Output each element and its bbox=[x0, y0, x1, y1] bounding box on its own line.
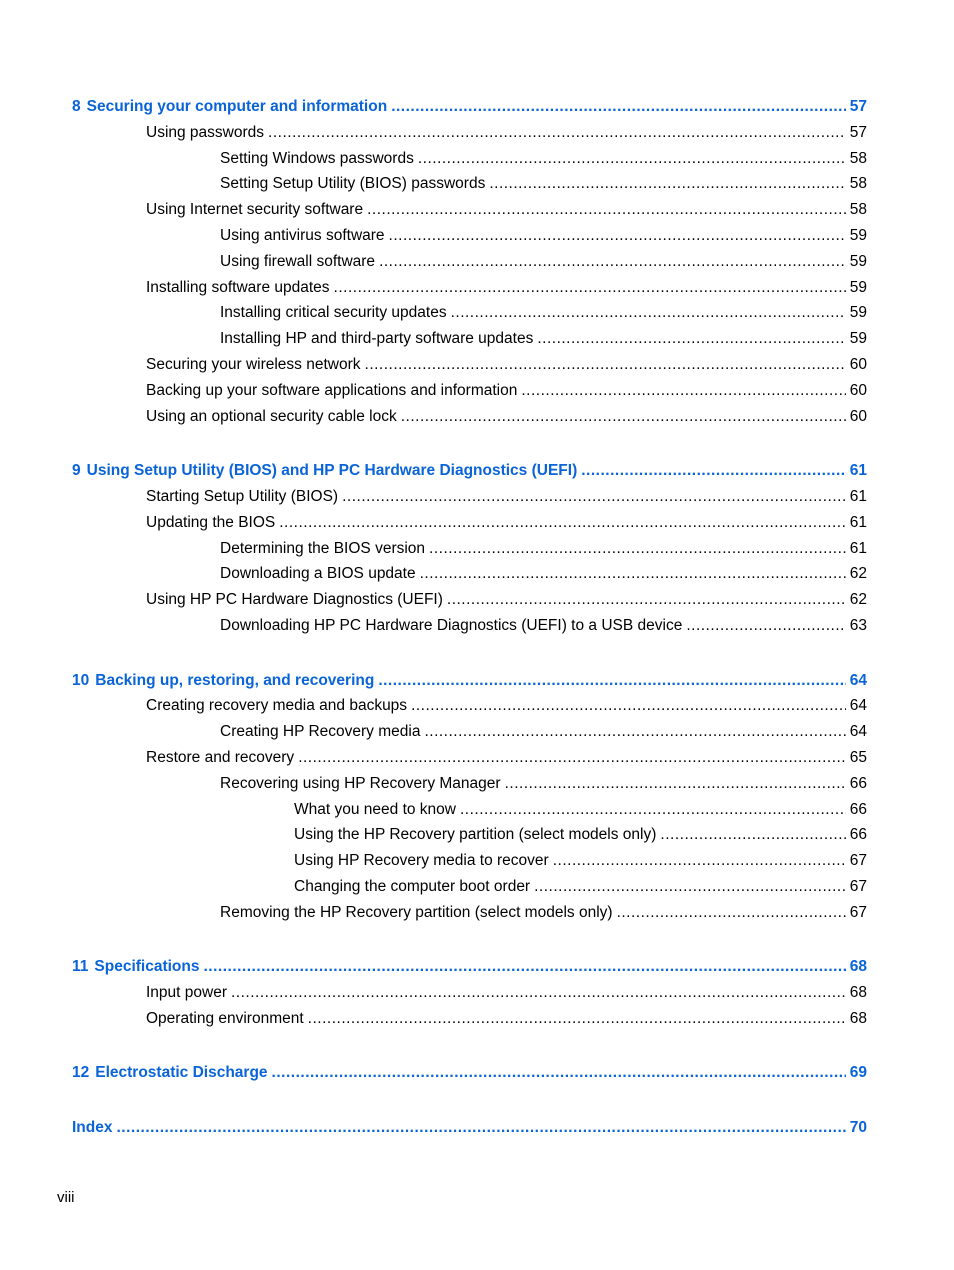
toc-title bbox=[294, 822, 656, 848]
toc-title bbox=[146, 484, 338, 510]
toc-title bbox=[146, 510, 275, 536]
dot-leader bbox=[581, 458, 846, 484]
dot-leader bbox=[411, 693, 846, 719]
toc-entry-link[interactable] bbox=[72, 197, 867, 223]
dot-leader bbox=[342, 484, 846, 510]
toc-entry-link[interactable] bbox=[72, 822, 867, 848]
entry-title: Input power bbox=[146, 984, 227, 1002]
dot-leader bbox=[660, 822, 845, 848]
toc-title bbox=[146, 1006, 304, 1032]
dot-leader bbox=[686, 613, 845, 639]
entry-title: Using Internet security software bbox=[146, 201, 364, 219]
toc-title bbox=[146, 980, 227, 1006]
page-ref: 68 bbox=[849, 958, 867, 976]
entry-title: Removing the HP Recovery partition (select models only) bbox=[220, 903, 613, 921]
entry-title: Using HP PC Hardware Diagnostics (UEFI) bbox=[146, 591, 443, 609]
entry-title: Updating the BIOS bbox=[146, 513, 276, 531]
toc-title bbox=[220, 561, 416, 587]
chapter-number: 11 bbox=[72, 958, 89, 976]
toc-chapter-link[interactable] bbox=[72, 458, 867, 484]
page-ref: 63 bbox=[849, 616, 867, 634]
toc-chapter-link[interactable] bbox=[72, 668, 867, 694]
toc-title bbox=[220, 249, 375, 275]
entry-title: Creating recovery media and backups bbox=[146, 697, 408, 715]
toc-entry-link[interactable] bbox=[72, 980, 867, 1006]
toc-entry-link[interactable] bbox=[72, 326, 867, 352]
toc-title bbox=[146, 404, 397, 430]
dot-leader bbox=[334, 275, 846, 301]
entry-title: Using HP Recovery media to recover bbox=[294, 852, 549, 870]
toc-entry-link[interactable] bbox=[72, 510, 867, 536]
dot-leader bbox=[534, 874, 846, 900]
toc-entry-link[interactable] bbox=[72, 561, 867, 587]
dot-leader bbox=[379, 249, 846, 275]
page-ref: 62 bbox=[849, 591, 867, 609]
entry-title: What you need to know bbox=[294, 800, 456, 818]
dot-leader bbox=[389, 223, 846, 249]
entry-title: Downloading HP PC Hardware Diagnostics (UEFI) to a USB device bbox=[220, 616, 683, 634]
page-ref: 61 bbox=[849, 513, 867, 531]
toc-title bbox=[72, 94, 387, 120]
page-ref: 68 bbox=[849, 1009, 867, 1027]
entry-title: Restore and recovery bbox=[146, 748, 295, 766]
page-ref: 61 bbox=[849, 462, 867, 480]
dot-leader bbox=[365, 352, 846, 378]
section-gap bbox=[72, 639, 867, 668]
page-ref: 57 bbox=[849, 123, 867, 141]
chapter-number: 10 bbox=[72, 671, 90, 689]
table-of-contents bbox=[72, 94, 867, 1141]
entry-title: Installing software updates bbox=[146, 278, 330, 296]
section-gap bbox=[72, 429, 867, 458]
toc-title bbox=[72, 1115, 112, 1141]
section-gap bbox=[72, 926, 867, 955]
entry-title: Determining the BIOS version bbox=[220, 539, 426, 557]
chapter-title: Using Setup Utility (BIOS) and HP PC Hardware Diagnostics (UEFI) bbox=[86, 462, 578, 480]
page-ref: 64 bbox=[849, 671, 867, 689]
toc-title bbox=[146, 197, 363, 223]
page-ref: 70 bbox=[849, 1119, 867, 1137]
chapter-number: 12 bbox=[72, 1064, 90, 1082]
entry-title: Installing HP and third-party software updates bbox=[220, 330, 534, 348]
page-ref: 67 bbox=[849, 852, 867, 870]
entry-title: Using the HP Recovery partition (select models only) bbox=[294, 826, 657, 844]
page-ref: 57 bbox=[849, 98, 867, 115]
toc-entry-link[interactable] bbox=[72, 771, 867, 797]
page-ref: 66 bbox=[849, 800, 867, 818]
toc-entry-link[interactable] bbox=[72, 171, 867, 197]
toc-title bbox=[72, 668, 374, 694]
page-ref: 59 bbox=[849, 226, 867, 244]
toc-entry-link[interactable] bbox=[72, 249, 867, 275]
toc-title bbox=[220, 900, 613, 926]
toc-entry-link[interactable] bbox=[72, 275, 867, 301]
toc-title bbox=[146, 587, 443, 613]
toc-chapter-link[interactable] bbox=[72, 1060, 867, 1086]
entry-title: Backing up your software applications and information bbox=[146, 381, 518, 399]
toc-title bbox=[294, 848, 549, 874]
toc-entry-link[interactable] bbox=[72, 719, 867, 745]
toc-entry-link[interactable] bbox=[72, 223, 867, 249]
page-number: viii bbox=[57, 1189, 75, 1206]
page-ref: 59 bbox=[849, 278, 867, 296]
toc-entry-link[interactable] bbox=[72, 378, 867, 404]
dot-leader bbox=[401, 404, 846, 430]
toc-entry-link[interactable] bbox=[72, 146, 867, 172]
page-ref: 59 bbox=[849, 304, 867, 322]
toc-title bbox=[146, 352, 361, 378]
dot-leader bbox=[272, 1060, 846, 1086]
chapter-number: 9 bbox=[72, 462, 81, 480]
page-ref: 65 bbox=[849, 748, 867, 766]
dot-leader bbox=[460, 797, 846, 823]
dot-leader bbox=[391, 94, 846, 120]
dot-leader bbox=[429, 536, 846, 562]
dot-leader bbox=[279, 510, 846, 536]
entry-title: Installing critical security updates bbox=[220, 304, 447, 322]
entry-title: Creating HP Recovery media bbox=[220, 723, 421, 741]
dot-leader bbox=[553, 848, 846, 874]
page-ref: 58 bbox=[849, 149, 867, 167]
toc-entry-link[interactable] bbox=[72, 352, 867, 378]
toc-entry-link[interactable] bbox=[72, 536, 867, 562]
toc-entry-link[interactable] bbox=[72, 404, 867, 430]
toc-title bbox=[220, 771, 501, 797]
entry-title: Using passwords bbox=[146, 123, 265, 141]
toc-entry-link[interactable] bbox=[72, 484, 867, 510]
page-ref: 66 bbox=[849, 774, 867, 792]
dot-leader bbox=[447, 587, 846, 613]
toc-title bbox=[146, 745, 294, 771]
page-ref: 69 bbox=[849, 1064, 867, 1082]
page-ref: 59 bbox=[849, 252, 867, 270]
page-ref: 58 bbox=[849, 201, 867, 219]
toc-title bbox=[72, 954, 199, 980]
dot-leader bbox=[505, 771, 846, 797]
toc-title bbox=[220, 300, 447, 326]
toc-title bbox=[72, 458, 577, 484]
toc-title bbox=[146, 378, 517, 404]
page-ref: 68 bbox=[849, 984, 867, 1002]
dot-leader bbox=[203, 954, 845, 980]
dot-leader bbox=[489, 171, 845, 197]
chapter-title: Securing your computer and information bbox=[86, 98, 388, 115]
toc-title bbox=[72, 1060, 268, 1086]
toc-entry-link[interactable] bbox=[72, 848, 867, 874]
dot-leader bbox=[424, 719, 845, 745]
toc-title bbox=[220, 536, 425, 562]
dot-leader bbox=[298, 745, 846, 771]
section-gap bbox=[72, 1032, 867, 1061]
toc-title bbox=[220, 171, 485, 197]
entry-title: Securing your wireless network bbox=[146, 355, 361, 373]
toc-entry-link[interactable] bbox=[72, 613, 867, 639]
dot-leader bbox=[378, 668, 845, 694]
page-ref: 62 bbox=[849, 565, 867, 583]
page-ref: 60 bbox=[849, 381, 867, 399]
toc-title bbox=[294, 874, 530, 900]
page-ref: 60 bbox=[849, 355, 867, 373]
toc-title bbox=[146, 275, 330, 301]
dot-leader bbox=[367, 197, 846, 223]
page-ref: 59 bbox=[849, 330, 867, 348]
toc-title bbox=[146, 120, 264, 146]
toc-entry-link[interactable] bbox=[72, 1006, 867, 1032]
toc-chapter-link[interactable] bbox=[72, 954, 867, 980]
toc-chapter-link[interactable] bbox=[72, 94, 867, 120]
toc-title bbox=[220, 146, 414, 172]
page-ref: 60 bbox=[849, 407, 867, 425]
entry-title: Changing the computer boot order bbox=[294, 877, 531, 895]
entry-title: Using antivirus software bbox=[220, 226, 385, 244]
dot-leader bbox=[521, 378, 845, 404]
toc-entry-link[interactable] bbox=[72, 797, 867, 823]
page-ref: 58 bbox=[849, 175, 867, 193]
toc-title bbox=[146, 693, 407, 719]
toc-entry-link[interactable] bbox=[72, 745, 867, 771]
toc-title bbox=[220, 223, 385, 249]
page-ref: 61 bbox=[849, 487, 867, 505]
toc-entry-link[interactable] bbox=[72, 120, 867, 146]
toc-entry-link[interactable] bbox=[72, 587, 867, 613]
page-ref: 67 bbox=[849, 903, 867, 921]
dot-leader bbox=[418, 146, 846, 172]
toc-entry-link[interactable] bbox=[72, 874, 867, 900]
entry-title: Using an optional security cable lock bbox=[146, 407, 397, 425]
entry-title: Recovering using HP Recovery Manager bbox=[220, 774, 501, 792]
entry-title: Operating environment bbox=[146, 1009, 304, 1027]
page-ref: 66 bbox=[849, 826, 867, 844]
entry-title: Setting Windows passwords bbox=[220, 149, 414, 167]
section-gap bbox=[72, 1086, 867, 1115]
dot-leader bbox=[451, 300, 846, 326]
page-ref: 64 bbox=[849, 723, 867, 741]
dot-leader bbox=[420, 561, 846, 587]
chapter-title: Electrostatic Discharge bbox=[95, 1064, 268, 1082]
entry-title: Setting Setup Utility (BIOS) passwords bbox=[220, 175, 486, 193]
entry-title: Starting Setup Utility (BIOS) bbox=[146, 487, 339, 505]
chapter-number: 8 bbox=[72, 98, 81, 115]
toc-chapter-link[interactable] bbox=[72, 1115, 867, 1141]
toc-title bbox=[220, 326, 533, 352]
dot-leader bbox=[308, 1006, 846, 1032]
page-ref: 67 bbox=[849, 877, 867, 895]
toc-entry-link[interactable] bbox=[72, 693, 867, 719]
entry-title: Downloading a BIOS update bbox=[220, 565, 416, 583]
dot-leader bbox=[537, 326, 845, 352]
chapter-title: Specifications bbox=[94, 958, 200, 976]
toc-entry-link[interactable] bbox=[72, 900, 867, 926]
toc-entry-link[interactable] bbox=[72, 300, 867, 326]
chapter-title: Backing up, restoring, and recovering bbox=[95, 671, 375, 689]
chapter-title: Index bbox=[72, 1119, 113, 1137]
toc-title bbox=[220, 719, 420, 745]
page-ref: 64 bbox=[849, 697, 867, 715]
dot-leader bbox=[617, 900, 846, 926]
page-ref: 61 bbox=[849, 539, 867, 557]
toc-title bbox=[220, 613, 682, 639]
toc-title bbox=[294, 797, 456, 823]
dot-leader bbox=[268, 120, 846, 146]
entry-title: Using firewall software bbox=[220, 252, 376, 270]
dot-leader bbox=[231, 980, 846, 1006]
dot-leader bbox=[116, 1115, 845, 1141]
